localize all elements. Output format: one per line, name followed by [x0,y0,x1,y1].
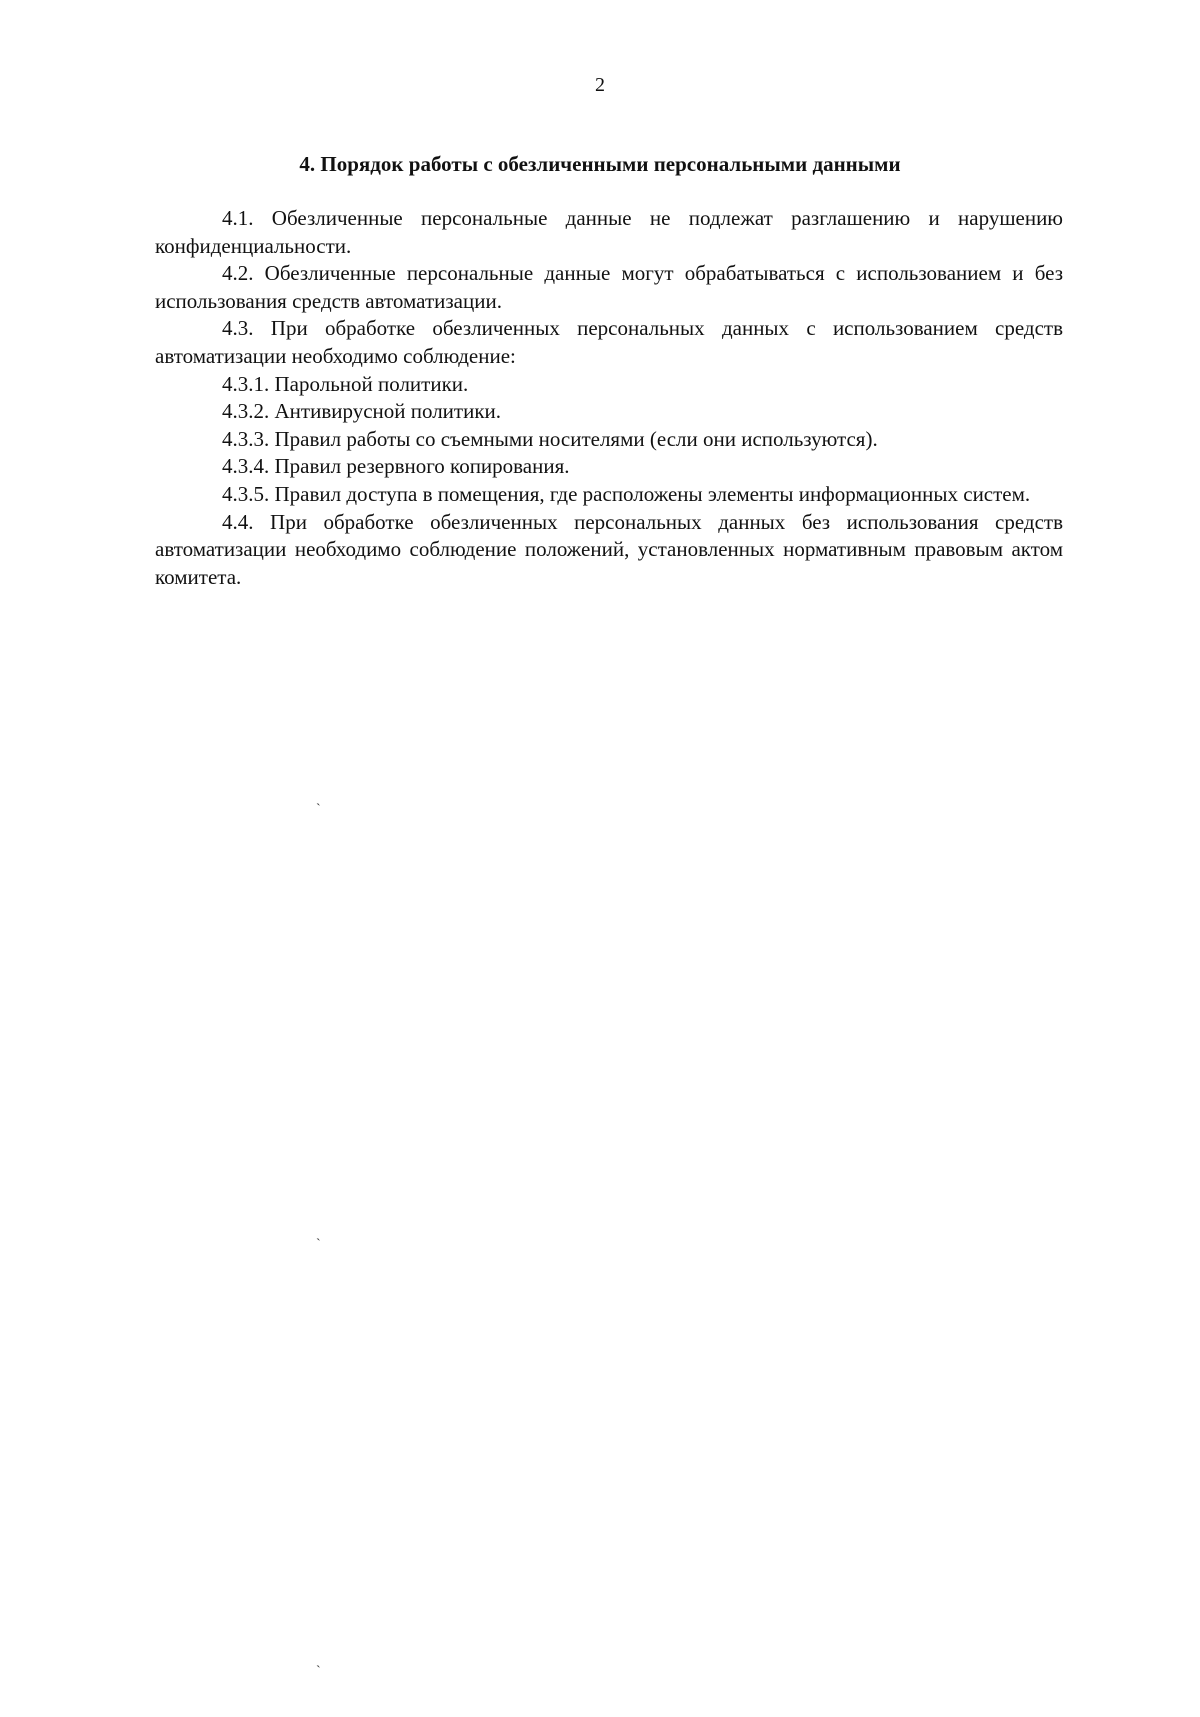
scan-mark: ` [316,802,321,817]
paragraph-4-4: 4.4. При обработке обезличенных персональных данных без использования средств автоматизации необходимо соблюдение положений, установленных нормативным правовым актом комитета. [155,509,1063,589]
paragraph-4-3-2: 4.3.2. Антивирусной политики. [222,399,502,424]
section-title: 4. Порядок работы с обезличенными персональными данными [299,152,901,176]
section-body [155,205,1063,591]
paragraph-4-3-4: 4.3.4. Правил резервного копирования. [222,454,570,479]
page-number: 2 [595,74,605,96]
paragraph-4-2: 4.2. Обезличенные персональные данные могут обрабатываться с использованием и без использования средств автоматизации. [155,261,1063,313]
paragraph-4-3-3: 4.3.3. Правил работы со съемными носителями (если они используются). [222,426,878,451]
paragraph-4-3-1: 4.3.1. Парольной политики. [222,371,469,396]
paragraph-4-3: 4.3. При обработке обезличенных персональных данных с использованием средств автоматизации необходимо соблюдение: [155,316,1063,368]
paragraph-4-1: 4.1. Обезличенные персональные данные не подлежат разглашению и нарушению конфиденциальности. [155,206,1063,258]
scan-mark: ` [316,1664,321,1679]
scan-mark: ` [316,1237,321,1252]
paragraph-4-3-5: 4.3.5. Правил доступа в помещения, где расположены элементы информационных систем. [222,481,1031,506]
